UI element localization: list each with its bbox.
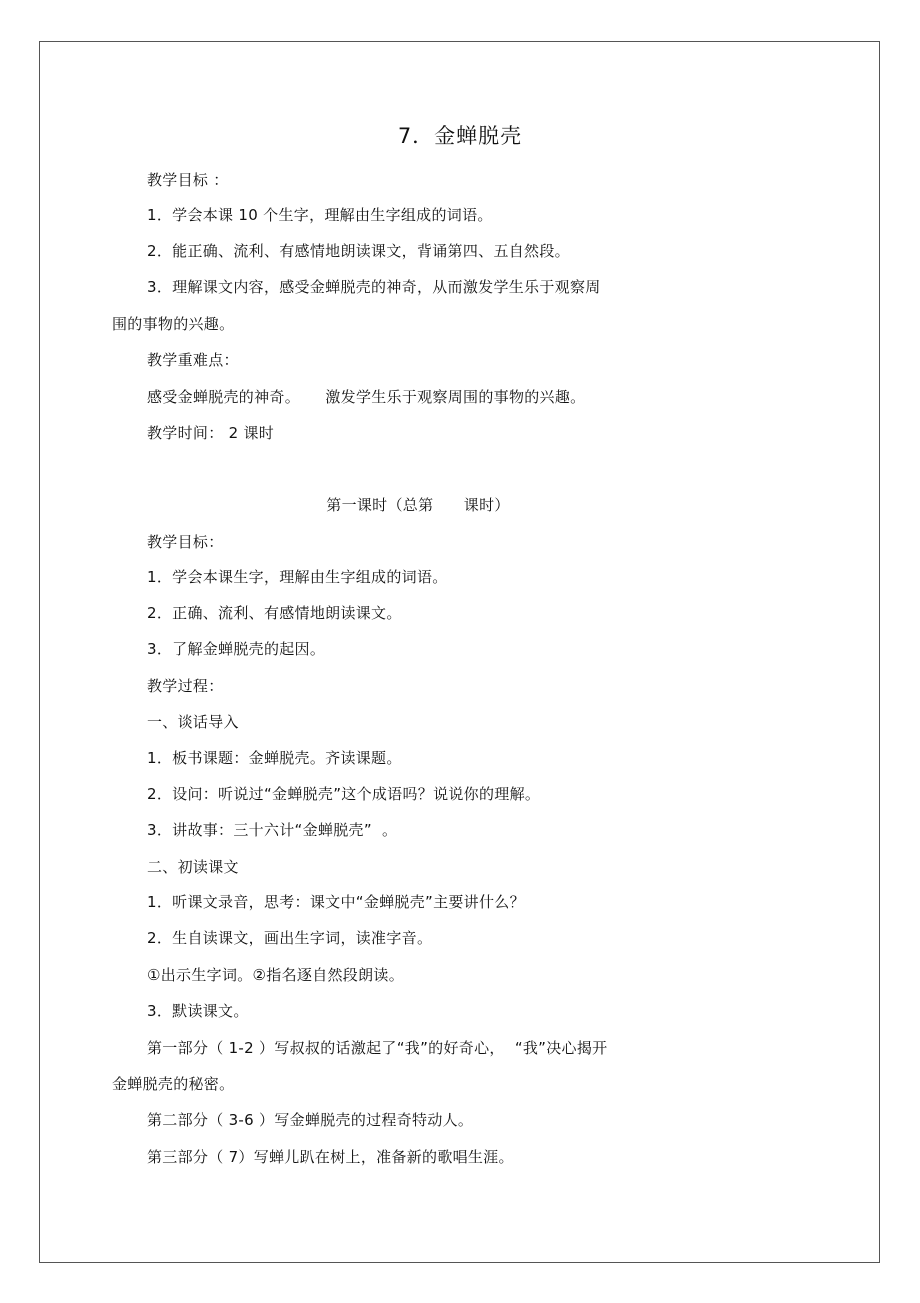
teaching-time: 教学时间： 2 课时 [147,424,275,442]
lesson-1-goal-3: 3．了解金蝉脱壳的起因。 [147,640,326,658]
part-2-step-2: 2．生自读课文，画出生字词，读准字音。 [147,929,433,947]
part-1-heading: 一、谈话导入 [147,713,239,731]
goal-2: 2．能正确、流利、有感情地朗读课文，背诵第四、五自然段。 [147,242,570,260]
process-heading: 教学过程： [147,677,224,695]
part-1-step-2: 2．设问：听说过“金蝉脱壳”这个成语吗？说说你的理解。 [147,785,541,803]
goals-heading: 教学目标 ： [147,171,229,189]
part-b: 第二部分（ 3-6 ）写金蝉脱壳的过程奇特动人。 [147,1111,474,1129]
goal-1: 1．学会本课 10 个生字，理解由生字组成的词语。 [147,206,493,224]
key-points: 感受金蝉脱壳的神奇。 激发学生乐于观察周围的事物的兴趣。 [147,388,586,406]
part-a-line-2: 金蝉脱壳的秘密。 [112,1075,235,1093]
lesson-1-goal-2: 2．正确、流利、有感情地朗读课文。 [147,604,402,622]
part-2-heading: 二、初读课文 [147,858,239,876]
part-1-step-3: 3．讲故事：三十六计“金蝉脱壳” 。 [147,821,398,839]
key-points-heading: 教学重难点： [147,351,239,369]
lesson-1-goals-heading: 教学目标： [147,533,224,551]
lesson-1-goal-1: 1．学会本课生字，理解由生字组成的词语。 [147,568,448,586]
part-2-step-2-detail: ①出示生字词。②指名逐自然段朗读。 [147,966,404,984]
part-2-step-1: 1．听课文录音，思考：课文中“金蝉脱壳”主要讲什么？ [147,893,525,911]
lesson-1-heading: 第一课时（总第 课时） [326,496,510,514]
goal-3-line-1: 3．理解课文内容，感受金蝉脱壳的神奇，从而激发学生乐于观察周 [147,278,601,296]
goal-3-line-2: 围的事物的兴趣。 [112,315,235,333]
part-2-step-3: 3．默读课文。 [147,1002,249,1020]
part-a-line-1: 第一部分（ 1-2 ）写叔叔的话激起了“我”的好奇心， “我”决心揭开 [147,1039,608,1057]
part-1-step-1: 1．板书课题：金蝉脱壳。齐读课题。 [147,749,402,767]
part-c: 第三部分（ 7）写蝉儿趴在树上，准备新的歌唱生涯。 [147,1148,514,1166]
document-title: 7．金蝉脱壳 [397,124,523,148]
